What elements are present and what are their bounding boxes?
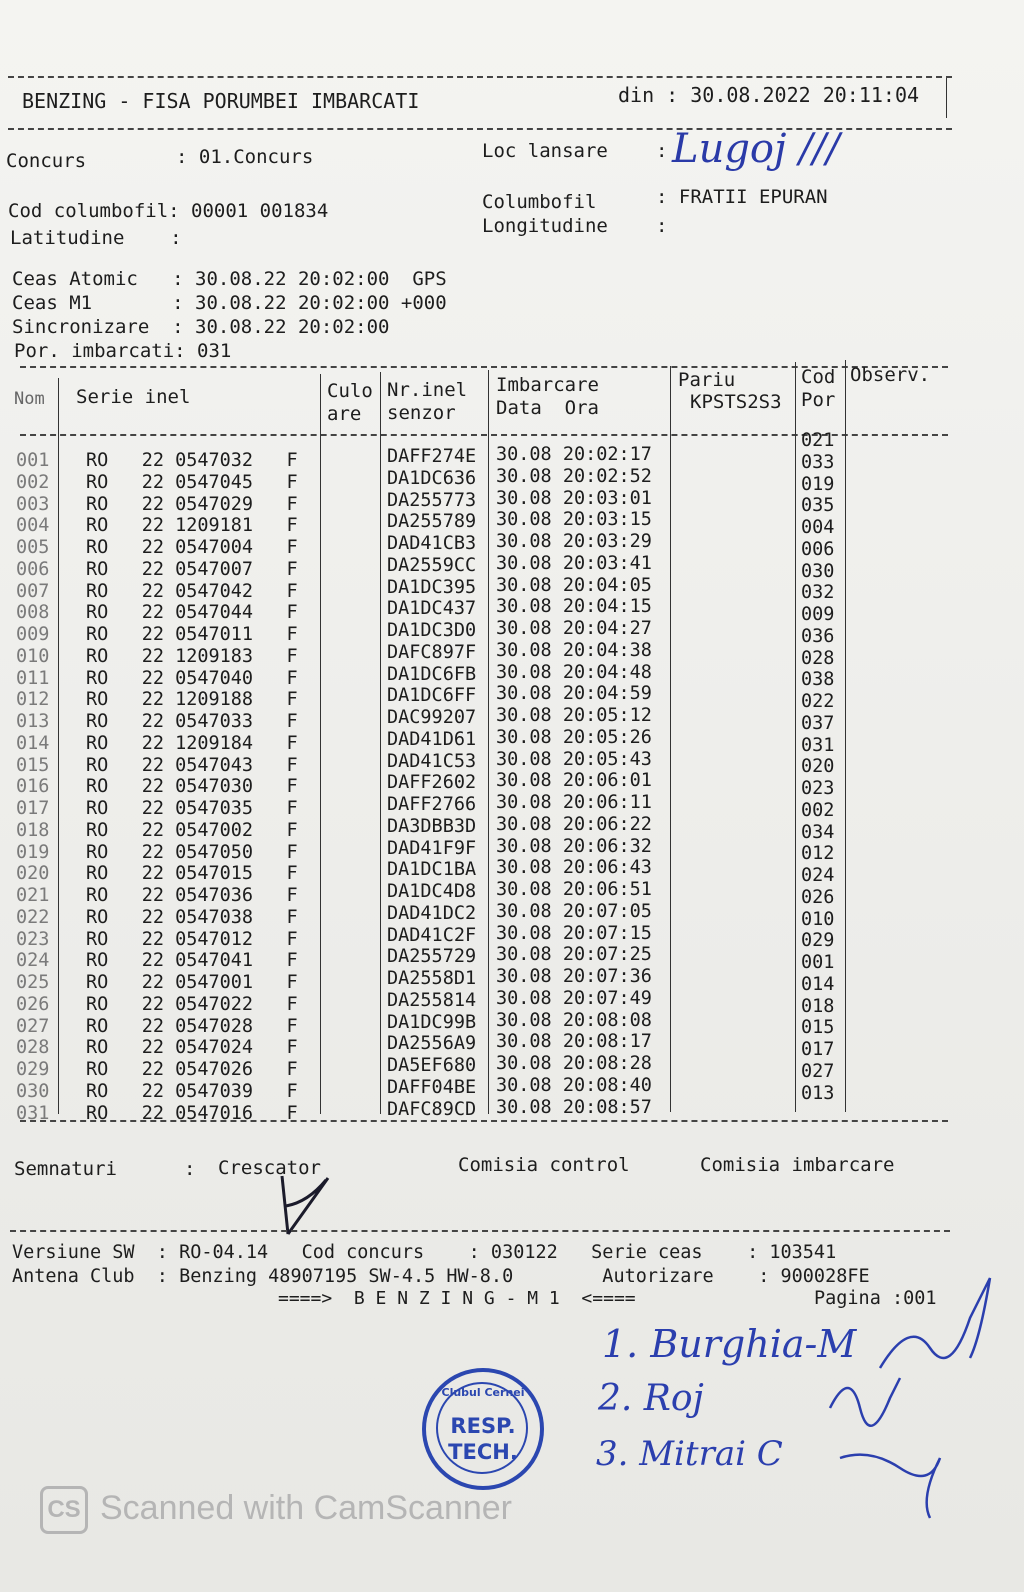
col-rule-7 [845, 360, 846, 1112]
row-nom: 008 [16, 602, 50, 624]
col-header-cod-2: Por [801, 389, 836, 411]
row-cod: 004 [801, 517, 835, 538]
row-senzor: DA255773 [387, 489, 477, 511]
col-rule-1 [58, 378, 59, 1114]
row-data: 30.08 20:07:05 [496, 900, 652, 922]
row-nom: 024 [16, 950, 50, 972]
row-cod: 022 [801, 691, 835, 712]
signature-comisia-control: Comisia control [458, 1154, 630, 1176]
row-nom: 030 [16, 1080, 50, 1102]
row-data: 30.08 20:05:43 [496, 748, 652, 770]
footer-line-3: ====> B E N Z I N G - M 1 <==== [278, 1288, 636, 1309]
row-nom: 001 [16, 450, 50, 471]
row-data: 30.08 20:07:49 [496, 987, 652, 1009]
row-serie: RO 22 0547040 F [86, 667, 298, 689]
col-header-cod-1: Cod [801, 366, 836, 388]
cod-columbofil: Cod columbofil: 00001 001834 [8, 200, 329, 222]
row-nom: 016 [16, 776, 50, 798]
handwritten-member-1: 1. Burghia-M [602, 1322, 857, 1366]
row-serie: RO 22 0547039 F [86, 1080, 298, 1102]
row-data: 30.08 20:03:41 [496, 552, 652, 574]
row-senzor: DA2556A9 [387, 1033, 477, 1055]
row-senzor: DAFC89CD [387, 1098, 477, 1120]
row-serie: RO 22 0547028 F [86, 1015, 298, 1037]
row-serie: RO 22 0547012 F [86, 928, 298, 950]
row-nom: 007 [16, 580, 50, 602]
row-nom: 023 [16, 928, 50, 950]
row-data: 30.08 20:03:15 [496, 509, 652, 531]
row-senzor: DAD41D61 [387, 728, 477, 750]
row-data: 30.08 20:06:43 [496, 857, 652, 879]
row-data: 30.08 20:06:01 [496, 770, 652, 792]
row-senzor: DAFF274E [387, 446, 477, 467]
row-serie: RO 22 0547007 F [86, 558, 298, 580]
row-data: 30.08 20:06:32 [496, 835, 652, 857]
col-header-pariu-1: Pariu [678, 369, 736, 391]
row-data: 30.08 20:02:17 [496, 444, 652, 465]
signatures-label: Semnaturi [14, 1158, 117, 1180]
ceas-m1: Ceas M1 : 30.08.22 20:02:00 +000 [12, 292, 447, 314]
row-cod: 023 [801, 778, 835, 799]
row-cod: 017 [801, 1039, 835, 1060]
row-cod: 021 [801, 430, 835, 451]
row-nom: 028 [16, 1037, 50, 1059]
row-nom: 027 [16, 1015, 50, 1037]
row-serie: RO 22 0547044 F [86, 602, 298, 624]
row-data: 30.08 20:08:40 [496, 1074, 652, 1096]
col-header-nrinel-2: senzor [387, 402, 456, 424]
sincronizare: Sincronizare : 30.08.22 20:02:00 [12, 316, 390, 338]
row-senzor: DA2559CC [387, 554, 477, 576]
document-date: din : 30.08.2022 20:11:04 [618, 83, 920, 107]
table-bottom-border [20, 1120, 948, 1122]
row-senzor: DA1DC395 [387, 576, 477, 598]
row-serie: RO 22 0547041 F [86, 950, 298, 972]
row-senzor: DAD41C2F [387, 924, 477, 946]
row-data: 30.08 20:07:25 [496, 944, 652, 966]
row-nom: 019 [16, 841, 50, 863]
signatures-colon: : [184, 1158, 196, 1180]
col-rule-4 [488, 370, 489, 1114]
row-serie: RO 22 1209183 F [86, 645, 298, 667]
row-data: 30.08 20:04:15 [496, 596, 652, 618]
col-rule-2 [320, 374, 321, 1114]
row-cod: 012 [801, 843, 835, 865]
row-data: 30.08 20:08:08 [496, 1009, 652, 1031]
row-cod: 027 [801, 1060, 835, 1082]
handwritten-signatures [820, 1258, 1000, 1528]
row-cod: 013 [801, 1082, 835, 1104]
row-cod: 018 [801, 995, 835, 1017]
row-cod: 026 [801, 886, 835, 908]
row-senzor: DAFC897F [387, 641, 477, 663]
row-data: 30.08 20:04:48 [496, 661, 652, 683]
row-senzor: DA1DC99B [387, 1011, 477, 1033]
row-senzor: DAC99207 [387, 707, 477, 728]
row-serie: RO 22 0547011 F [86, 624, 298, 645]
row-senzor: DA1DC3D0 [387, 620, 477, 641]
club-stamp [422, 1368, 544, 1490]
row-serie: RO 22 0547043 F [86, 754, 298, 776]
row-data: 30.08 20:04:05 [496, 574, 652, 596]
row-cod: 028 [801, 647, 835, 669]
columbofil-value: : FRATII EPURAN [656, 186, 828, 208]
row-data: 30.08 20:03:29 [496, 531, 652, 552]
row-serie: RO 22 0547045 F [86, 471, 298, 493]
col-rule-6 [795, 362, 796, 1112]
row-serie: RO 22 0547022 F [86, 993, 298, 1015]
row-cod: 037 [801, 712, 835, 734]
row-serie: RO 22 0547016 F [86, 1102, 298, 1124]
row-nom: 017 [16, 798, 50, 819]
row-cod: 010 [801, 908, 835, 930]
row-senzor: DA1DC6FB [387, 663, 477, 685]
row-nom: 006 [16, 558, 50, 580]
row-data: 30.08 20:07:15 [496, 922, 652, 944]
row-data: 30.08 20:04:59 [496, 683, 652, 705]
row-data: 30.08 20:03:01 [496, 487, 652, 509]
col-rule-3 [380, 372, 381, 1114]
handwritten-member-3: 3. Mitrai C [596, 1434, 783, 1474]
concurs-value: : 01.Concurs [176, 146, 314, 168]
row-senzor: DAFF2766 [387, 794, 477, 815]
camscanner-watermark [40, 1486, 512, 1534]
signature-comisia-imbarcare: Comisia imbarcare [700, 1154, 895, 1176]
row-senzor: DA2558D1 [387, 968, 477, 989]
row-cod: 034 [801, 821, 835, 843]
stamp-top-text: Clubul Cernei [441, 1386, 525, 1399]
row-nom: 009 [16, 624, 50, 645]
row-senzor: DAD41C53 [387, 750, 477, 772]
row-data: 30.08 20:04:38 [496, 639, 652, 661]
footer-line-1: Versiune SW : RO-04.14 Cod concurs : 030122 Serie ceas : 103541 [12, 1242, 837, 1263]
row-senzor: DAFF04BE [387, 1076, 477, 1098]
row-serie: RO 22 0547038 F [86, 906, 298, 928]
row-senzor: DAD41F9F [387, 837, 477, 859]
row-senzor: DA1DC636 [387, 467, 477, 489]
row-data: 30.08 20:07:36 [496, 966, 652, 987]
row-senzor: DA255789 [387, 511, 477, 533]
row-nom: 025 [16, 972, 50, 993]
col-rule-5 [670, 366, 671, 1112]
row-senzor: DA1DC437 [387, 598, 477, 620]
latitudine: Latitudine : [10, 227, 182, 249]
row-serie: RO 22 0547036 F [86, 885, 298, 906]
row-cod: 035 [801, 495, 835, 517]
loc-lansare-label: Loc lansare [482, 140, 608, 162]
col-header-imbarcare-1: Imbarcare [496, 374, 599, 396]
row-nom: 002 [16, 471, 50, 493]
row-serie: RO 22 0547029 F [86, 493, 298, 515]
row-senzor: DAD41CB3 [387, 533, 477, 554]
footer-line-2: Antena Club : Benzing 48907195 SW-4.5 HW-8.0 Autorizare : 900028FE [12, 1266, 870, 1287]
row-senzor: DA255814 [387, 989, 477, 1011]
signature-crescator: Crescator [218, 1157, 321, 1179]
document-title: BENZING - FISA PORUMBEI IMBARCATI [22, 89, 420, 113]
top-border [8, 76, 952, 78]
loc-lansare-value: : [656, 140, 668, 162]
camscanner-text: Scanned with CamScanner [100, 1488, 513, 1527]
row-nom: 013 [16, 711, 50, 732]
row-serie: RO 22 0547004 F [86, 537, 298, 558]
row-serie: RO 22 0547026 F [86, 1059, 298, 1080]
row-senzor: DA1DC6FF [387, 685, 477, 707]
row-cod: 031 [801, 734, 835, 756]
row-nom: 018 [16, 819, 50, 841]
row-cod: 014 [801, 973, 835, 995]
row-cod: 015 [801, 1017, 835, 1039]
row-data: 30.08 20:08:28 [496, 1053, 652, 1074]
row-senzor: DA255729 [387, 946, 477, 968]
stamp-line-2: TECH. [448, 1440, 518, 1464]
row-serie: RO 22 1209181 F [86, 515, 298, 537]
row-cod: 024 [801, 865, 835, 886]
row-nom: 012 [16, 689, 50, 711]
header-right-edge [946, 78, 947, 118]
col-header-pariu-2: KPSTS2S3 [690, 391, 782, 413]
row-cod: 032 [801, 582, 835, 604]
row-serie: RO 22 0547035 F [86, 798, 298, 819]
footer-divider [10, 1230, 950, 1232]
row-senzor: DAFF2602 [387, 772, 477, 794]
row-serie: RO 22 0547002 F [86, 819, 298, 841]
row-serie: RO 22 0547033 F [86, 711, 298, 732]
row-data: 30.08 20:05:26 [496, 726, 652, 748]
handwritten-member-2: 2. Roj [598, 1378, 704, 1419]
row-cod: 001 [801, 952, 835, 973]
col-header-imbarcare-2: Data Ora [496, 397, 599, 419]
row-nom: 026 [16, 993, 50, 1015]
row-data: 30.08 20:08:17 [496, 1031, 652, 1053]
row-senzor: DA5EF680 [387, 1055, 477, 1076]
row-nom: 029 [16, 1059, 50, 1080]
row-nom: 031 [16, 1102, 50, 1124]
row-senzor: DA1DC1BA [387, 859, 477, 881]
row-nom: 005 [16, 537, 50, 558]
row-serie: RO 22 0547001 F [86, 972, 298, 993]
col-header-nom: Nom [14, 389, 45, 409]
row-data: 30.08 20:06:11 [496, 792, 652, 813]
concurs-label: Concurs [6, 150, 87, 172]
ceas-atomic: Ceas Atomic : 30.08.22 20:02:00 GPS [12, 268, 447, 290]
row-cod: 009 [801, 604, 835, 625]
row-serie: RO 22 0547024 F [86, 1037, 298, 1059]
columbofil-label: Columbofil [482, 191, 597, 213]
col-header-culoare-1: Culo [327, 380, 373, 402]
row-cod: 006 [801, 538, 835, 560]
row-nom: 003 [16, 493, 50, 515]
longitudine-label: Longitudine [482, 215, 608, 237]
row-data: 30.08 20:05:12 [496, 705, 652, 726]
col-header-nrinel-1: Nr.inel [387, 379, 468, 401]
row-serie: RO 22 0547050 F [86, 841, 298, 863]
row-cod: 033 [801, 451, 835, 473]
row-nom: 010 [16, 645, 50, 667]
row-nom: 022 [16, 906, 50, 928]
col-header-observ: Observ. [850, 364, 931, 386]
row-nom: 021 [16, 885, 50, 906]
row-serie: RO 22 1209188 F [86, 689, 298, 711]
row-nom: 004 [16, 515, 50, 537]
row-senzor: DAD41DC2 [387, 902, 477, 924]
row-nom: 014 [16, 732, 50, 754]
row-nom: 015 [16, 754, 50, 776]
row-data: 30.08 20:08:57 [496, 1096, 652, 1118]
row-data: 30.08 20:06:51 [496, 879, 652, 900]
row-cod: 038 [801, 669, 835, 691]
stamp-line-1: RESP. [450, 1414, 516, 1438]
row-serie: RO 22 1209184 F [86, 732, 298, 754]
row-nom: 020 [16, 863, 50, 885]
row-cod: 030 [801, 560, 835, 582]
row-cod: 020 [801, 756, 835, 778]
col-header-culoare-2: are [327, 403, 362, 425]
footer-pagina: Pagina :001 [814, 1288, 937, 1309]
row-serie: RO 22 0547032 F [86, 450, 298, 471]
row-data: 30.08 20:04:27 [496, 618, 652, 639]
row-cod: 002 [801, 799, 835, 821]
row-senzor: DA3DBB3D [387, 815, 477, 837]
row-serie: RO 22 0547015 F [86, 863, 298, 885]
row-serie: RO 22 0547042 F [86, 580, 298, 602]
row-cod: 029 [801, 930, 835, 952]
loc-lansare-handwriting: Lugoj /// [672, 126, 840, 172]
row-data: 30.08 20:06:22 [496, 813, 652, 835]
camscanner-icon: CS [40, 1486, 88, 1534]
por-imbarcati: Por. imbarcati: 031 [14, 340, 232, 362]
row-nom: 011 [16, 667, 50, 689]
row-serie: RO 22 0547030 F [86, 776, 298, 798]
row-data: 30.08 20:02:52 [496, 465, 652, 487]
row-cod: 036 [801, 625, 835, 647]
col-header-serie: Serie inel [76, 386, 191, 408]
longitudine-value: : [656, 215, 668, 237]
row-cod: 019 [801, 473, 835, 495]
row-senzor: DA1DC4D8 [387, 881, 477, 902]
